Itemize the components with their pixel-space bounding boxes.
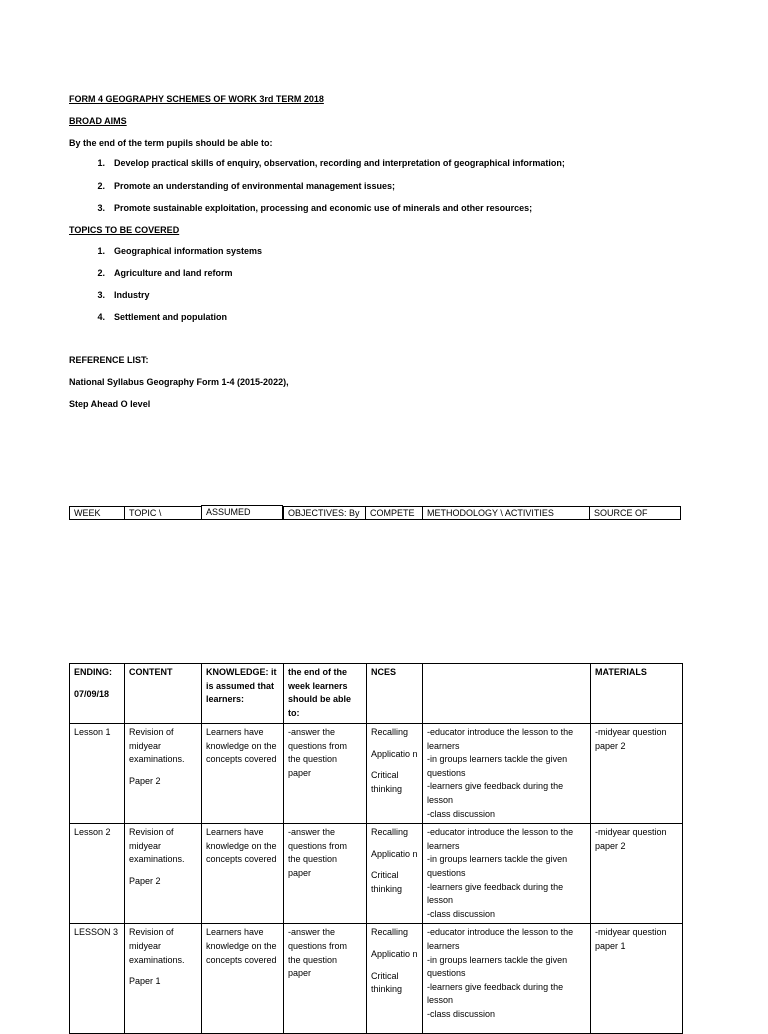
topic-item: 2. Agriculture and land reform <box>97 268 233 278</box>
lesson-content: Revision of midyear examinations. Paper 2 <box>125 724 202 824</box>
lesson-methodology: -educator introduce the lesson to the learners -in groups learners tackle the given questions -learners give feedback during the lesson -class discussion <box>423 924 591 1034</box>
materials-head: MATERIALS <box>591 664 683 724</box>
lesson-materials: -midyear question paper 2 <box>591 824 683 924</box>
lesson-content: Revision of midyear examinations. Paper 2 <box>125 824 202 924</box>
table-row <box>70 724 683 824</box>
lesson-label: LESSON 3 <box>70 924 125 1034</box>
page-title: FORM 4 GEOGRAPHY SCHEMES OF WORK 3rd TERM 2018 <box>69 94 324 104</box>
lesson-objective: -answer the questions from the question paper <box>284 824 367 924</box>
reference-item: Step Ahead O level <box>69 399 151 409</box>
lesson-label: Lesson 1 <box>70 724 125 824</box>
ending-date: 07/09/18 <box>74 688 110 699</box>
header-compete: COMPETE <box>366 507 423 519</box>
header-methodology: METHODOLOGY \ ACTIVITIES <box>423 507 590 519</box>
lesson-competences: Recalling Applicatio n Critical thinking <box>367 724 423 824</box>
lesson-knowledge: Learners have knowledge on the concepts covered <box>202 824 284 924</box>
header-source: SOURCE OF <box>594 508 648 518</box>
lesson-label: Lesson 2 <box>70 824 125 924</box>
topic-item: 4. Settlement and population <box>97 312 228 322</box>
header-assumed: ASSUMED <box>201 505 283 520</box>
scheme-table <box>69 663 683 1034</box>
header-week: WEEK <box>70 507 125 519</box>
week-ending-cell <box>70 664 125 724</box>
topics-heading: TOPICS TO BE COVERED <box>69 225 180 235</box>
objectives-head: the end of the week learners should be able to: <box>284 664 367 724</box>
broad-aims-heading: BROAD AIMS <box>69 116 127 126</box>
header-objectives: OBJECTIVES: By <box>284 507 366 519</box>
lesson-materials: -midyear question paper 1 <box>591 924 683 1034</box>
lesson-materials: -midyear question paper 2 <box>591 724 683 824</box>
aim-item: 2. Promote an understanding of environmental management issues; <box>97 181 396 191</box>
nces-head: NCES <box>367 664 423 724</box>
lesson-competences: Recalling Applicatio n Critical thinking <box>367 824 423 924</box>
content-head: CONTENT <box>125 664 202 724</box>
intro-text: By the end of the term pupils should be able to: <box>69 138 273 148</box>
aim-item: 1. Develop practical skills of enquiry, observation, recording and interpretation of geographical information; <box>97 158 565 168</box>
reference-item: National Syllabus Geography Form 1-4 (2015-2022), <box>69 377 289 387</box>
table-row <box>70 824 683 924</box>
lesson-objective: -answer the questions from the question paper <box>284 924 367 1034</box>
ending-label: ENDING: <box>74 667 112 677</box>
reference-heading: REFERENCE LIST: <box>69 355 149 365</box>
knowledge-head: KNOWLEDGE: it is assumed that learners: <box>202 664 284 724</box>
table-head-row <box>70 664 683 724</box>
lesson-methodology: -educator introduce the lesson to the learners -in groups learners tackle the given questions -learners give feedback during the lesson -class discussion <box>423 724 591 824</box>
topic-item: 1. Geographical information systems <box>97 246 263 256</box>
methodology-head <box>423 664 591 724</box>
lesson-competences: Recalling Applicatio n Critical thinking <box>367 924 423 1034</box>
lesson-content: Revision of midyear examinations. Paper 1 <box>125 924 202 1034</box>
header-topic: TOPIC \ <box>125 507 202 519</box>
table-row <box>70 924 683 1034</box>
aim-item: 3. Promote sustainable exploitation, processing and economic use of minerals and other resources; <box>97 203 533 213</box>
lesson-methodology: -educator introduce the lesson to the learners -in groups learners tackle the given questions -learners give feedback during the lesson -class discussion <box>423 824 591 924</box>
lesson-knowledge: Learners have knowledge on the concepts covered <box>202 924 284 1034</box>
topic-item: 3. Industry <box>97 290 150 300</box>
lesson-knowledge: Learners have knowledge on the concepts covered <box>202 724 284 824</box>
lesson-objective: -answer the questions from the question paper <box>284 724 367 824</box>
header-row <box>69 506 681 520</box>
